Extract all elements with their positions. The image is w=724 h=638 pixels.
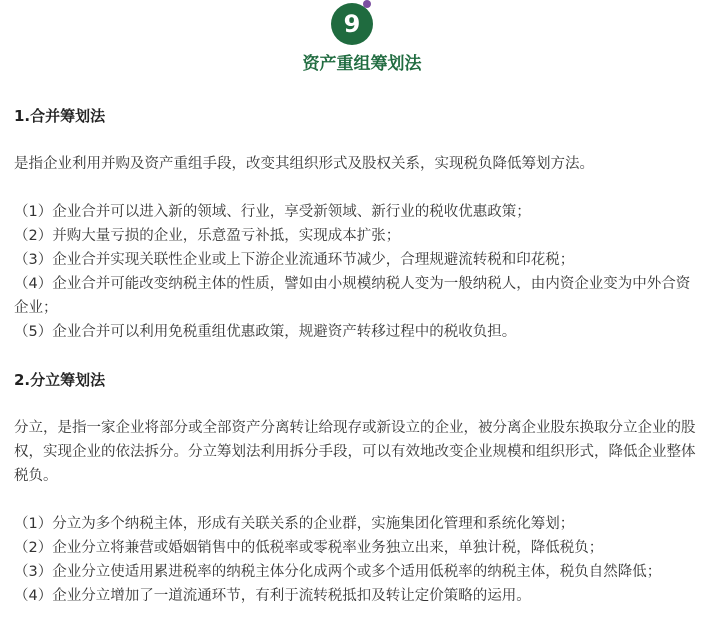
article-content <box>14 104 704 632</box>
section-badge-header <box>0 0 724 84</box>
section-title: 资产重组筹划法 <box>302 54 422 74</box>
heading-merger: 1.合并筹划法 <box>14 107 106 125</box>
number-badge: 9 <box>331 3 373 45</box>
merger-intro: 是指企业利用并购及资产重组手段，改变其组织形式及股权关系，实现税负降低筹划方法。 <box>14 156 594 172</box>
list-item: （4）企业合并可能改变纳税主体的性质，譬如由小规模纳税人变为一般纳税人，由内资企业变为中外合资企业； <box>14 276 691 316</box>
merger-list <box>14 200 704 344</box>
list-item: （1）分立为多个纳税主体，形成有关联关系的企业群，实施集团化管理和系统化筹划； <box>14 516 575 532</box>
list-item: （2）企业分立将兼营或婚姻销售中的低税率或零税率业务独立出来，单独计税，降低税负； <box>14 540 604 556</box>
list-item: （1）企业合并可以进入新的领域、行业，享受新领域、新行业的税收优惠政策； <box>14 204 531 220</box>
list-item: （2）并购大量亏损的企业，乐意盈亏补抵，实现成本扩张； <box>14 228 401 244</box>
list-item: （3）企业合并实现关联性企业或上下游企业流通环节减少，合理规避流转税和印花税； <box>14 252 575 268</box>
heading-division: 2.分立筹划法 <box>14 371 106 389</box>
division-intro: 分立，是指一家企业将部分或全部资产分离转让给现存或新设立的企业，被分离企业股东换取分立企业的股权，实现企业的依法拆分。分立筹划法利用拆分手段，可以有效地改变企业规模和组织形式，降低企业整体税负。 <box>14 420 696 484</box>
list-item: （5）企业合并可以利用免税重组优惠政策，规避资产转移过程中的税收负担。 <box>14 324 517 340</box>
list-item: （4）企业分立增加了一道流通环节，有利于流转税抵扣及转让定价策略的运用。 <box>14 588 531 604</box>
list-item: （3）企业分立使适用累进税率的纳税主体分化成两个或多个适用低税率的纳税主体，税负自然降低； <box>14 564 662 580</box>
badge-dot-decoration <box>363 0 371 8</box>
division-list <box>14 512 704 608</box>
